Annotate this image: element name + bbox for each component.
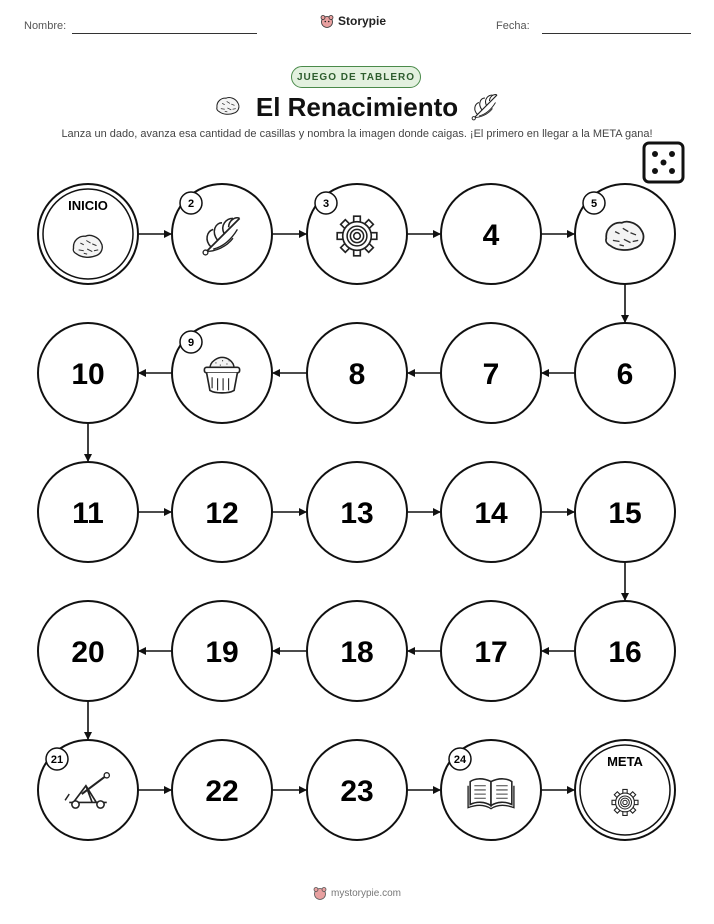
cell-number: 21 bbox=[50, 754, 64, 766]
board-cell-17 bbox=[441, 601, 541, 701]
board-cell-2 bbox=[172, 184, 272, 284]
footer-url: mystorypie.com bbox=[330, 887, 401, 899]
footer bbox=[0, 886, 714, 900]
cell-number: 11 bbox=[72, 497, 104, 530]
page-title: El Renacimiento bbox=[255, 92, 459, 122]
dice-icon bbox=[644, 143, 683, 182]
cell-number: 13 bbox=[340, 497, 374, 530]
cell-number: 4 bbox=[482, 219, 500, 252]
date-label: Fecha: bbox=[496, 20, 530, 32]
gear-icon bbox=[612, 789, 638, 815]
board-cell-7 bbox=[441, 323, 541, 423]
cell-number: 9 bbox=[187, 337, 195, 349]
board-cell-16 bbox=[575, 601, 675, 701]
name-label: Nombre: bbox=[24, 20, 67, 32]
cell-number: 14 bbox=[474, 497, 508, 530]
cell-number: 17 bbox=[474, 636, 508, 669]
gear-icon bbox=[337, 216, 377, 256]
cell-number: 24 bbox=[453, 754, 467, 766]
cell-number: 22 bbox=[205, 775, 239, 808]
board-cell-9 bbox=[172, 323, 272, 423]
board-cell-22 bbox=[172, 740, 272, 840]
title-rock-icon bbox=[217, 98, 239, 115]
cell-number: 7 bbox=[482, 358, 500, 391]
board-cell-10 bbox=[38, 323, 138, 423]
cell-number: 3 bbox=[322, 198, 330, 210]
cell-number: 15 bbox=[608, 497, 642, 530]
finish-label: META bbox=[607, 754, 643, 769]
cell-number: 10 bbox=[71, 358, 105, 391]
game-type-badge: JUEGO DE TABLERO bbox=[291, 66, 421, 88]
cell-number: 19 bbox=[205, 636, 239, 669]
cell-number: 5 bbox=[590, 198, 598, 210]
board-cell-3 bbox=[307, 184, 407, 284]
board-cell-1 bbox=[38, 184, 138, 284]
board-cell-13 bbox=[307, 462, 407, 562]
board-cell-24 bbox=[441, 740, 541, 840]
board-cell-23 bbox=[307, 740, 407, 840]
cell-number: 2 bbox=[187, 198, 195, 210]
cell-number: 16 bbox=[608, 636, 642, 669]
brand-name: Storypie bbox=[338, 14, 387, 28]
board-cell-11 bbox=[38, 462, 138, 562]
rock-icon bbox=[606, 222, 644, 250]
board-cell-19 bbox=[172, 601, 272, 701]
title-wing-icon bbox=[472, 95, 497, 120]
cell-number: 20 bbox=[71, 636, 105, 669]
board-cell-5 bbox=[575, 184, 675, 284]
bear-icon bbox=[313, 886, 327, 900]
board-cell-4 bbox=[441, 184, 541, 284]
board-cell-25 bbox=[575, 740, 675, 840]
cell-number: 8 bbox=[348, 358, 366, 391]
board-cell-21 bbox=[38, 740, 138, 840]
cell-number: 23 bbox=[340, 775, 374, 808]
rock-icon bbox=[73, 235, 102, 257]
board-cell-6 bbox=[575, 323, 675, 423]
cell-number: 18 bbox=[340, 636, 374, 669]
board-cell-12 bbox=[172, 462, 272, 562]
cell-number: 12 bbox=[205, 497, 239, 530]
board-cell-14 bbox=[441, 462, 541, 562]
board-cell-8 bbox=[307, 323, 407, 423]
board-cell-20 bbox=[38, 601, 138, 701]
instructions: Lanza un dado, avanza esa cantidad de casillas y nombra la imagen donde caigas. ¡El primero en llegar a la META gana! bbox=[61, 128, 653, 140]
board-cell-15 bbox=[575, 462, 675, 562]
cell-number: 6 bbox=[616, 358, 634, 391]
start-label: INICIO bbox=[68, 198, 108, 213]
board-cell-18 bbox=[307, 601, 407, 701]
